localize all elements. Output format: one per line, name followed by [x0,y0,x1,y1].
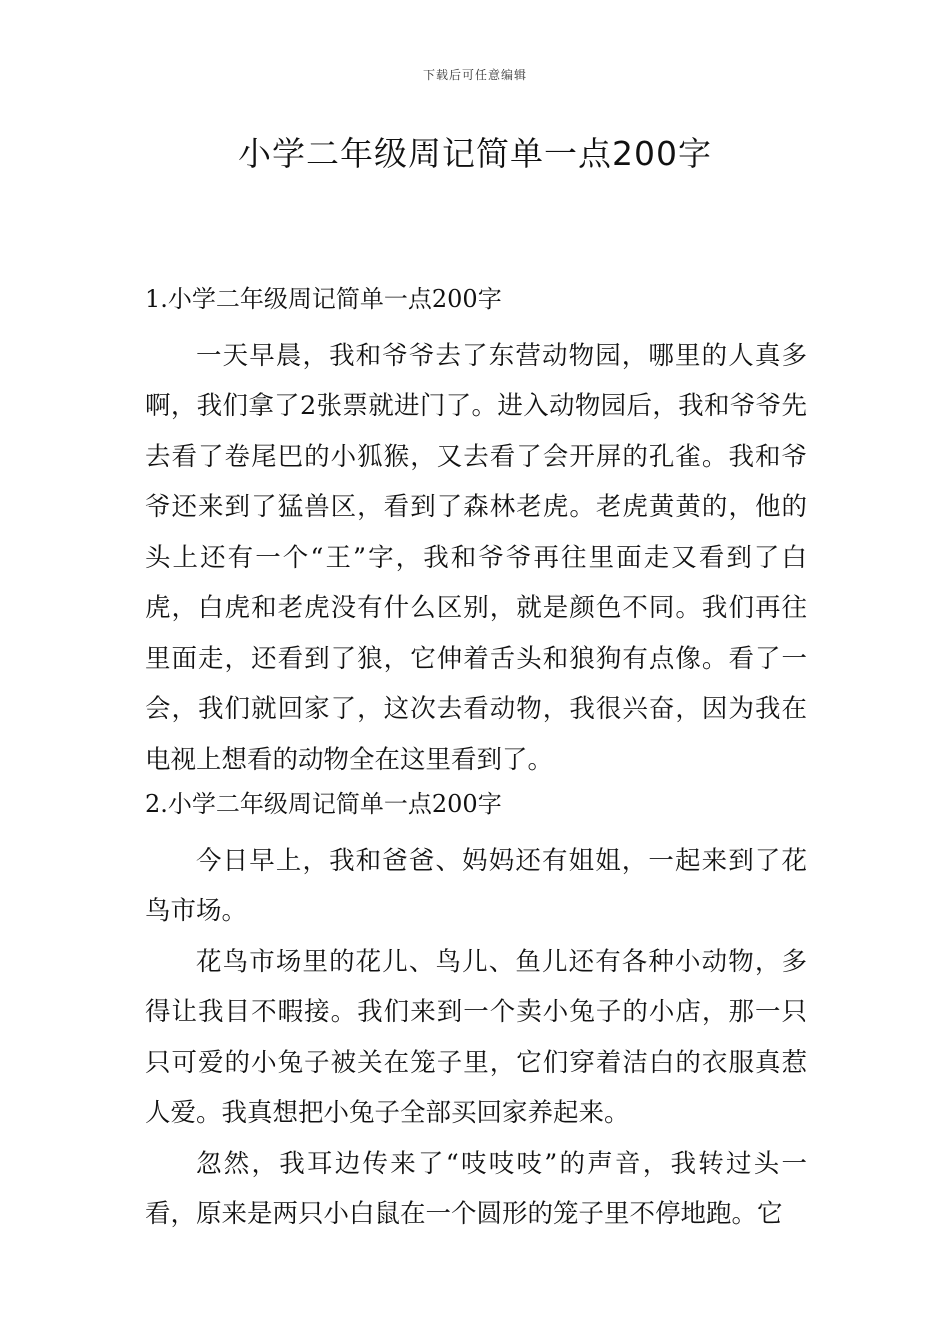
header-note: 下载后可任意编辑 [422,68,527,82]
document-body [145,280,807,1240]
paragraph: 花鸟市场里的花儿、鸟儿、鱼儿还有各种小动物，多得让我目不暇接。我们来到一个卖小兔子的小店，那一只只可爱的小兔子被关在笼子里，它们穿着洁白的衣服真惹人爱。我真想把小兔子全部买回家养起来。 [145,946,807,1128]
paragraph: 忽然，我耳边传来了“吱吱吱”的声音，我转过头一看，原来是两只小白鼠在一个圆形的笼子里不停地跑。它 [145,1148,807,1229]
section-heading-1: 1.小学二年级周记简单一点200字 [145,285,502,313]
section-heading-2: 2.小学二年级周记简单一点200字 [145,790,502,818]
paragraph: 一天早晨，我和爷爷去了东营动物园，哪里的人真多啊，我们拿了2张票就进门了。进入动物园后，我和爷爷先去看了卷尾巴的小狐猴，又去看了会开屏的孔雀。我和爷爷还来到了猛兽区，看到了森林老虎。老虎黄黄的，他的头上还有一个“王”字，我和爷爷再往里面走又看到了白虎，白虎和老虎没有什么区别，就是颜色不同。我们再往里面走，还看到了狼，它伸着舌头和狼狗有点像。看了一会，我们就回家了，这次去看动物，我很兴奋，因为我在电视上想看的动物全在这里看到了。 [145,340,807,775]
document-title: 小学二年级周记简单一点200字 [238,134,712,173]
paragraph: 今日早上，我和爸爸、妈妈还有姐姐，一起来到了花鸟市场。 [145,845,807,926]
